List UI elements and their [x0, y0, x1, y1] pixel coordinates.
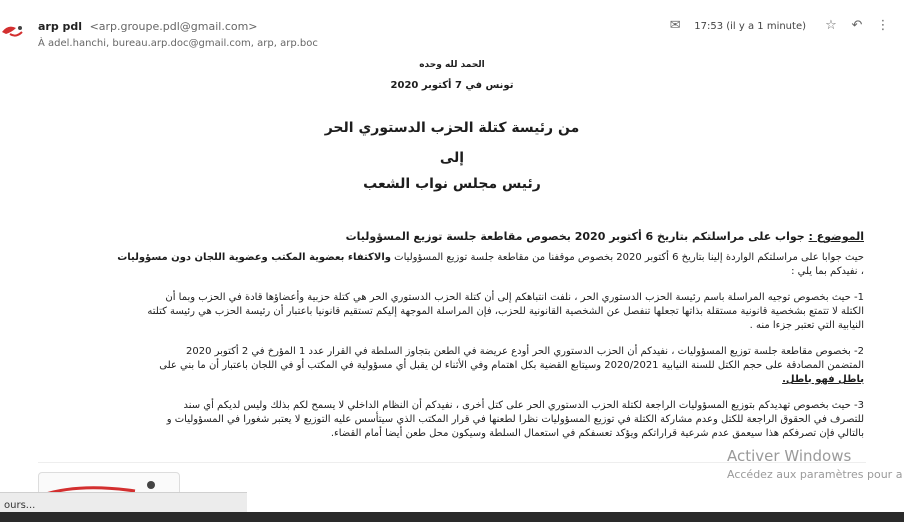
intro-text: حيث جوابا على مراسلتكم الواردة إلينا بتاريخ 6 أكتوبر 2020 بخصوص موقفنا من مقاطعة جلسة توزيع المسؤوليات [394, 252, 864, 263]
para-1-line-3: النيابية التي تعتبر جزءا منه . [749, 320, 864, 331]
header-actions [668, 19, 890, 33]
intro-line-1 [117, 252, 864, 263]
sender-avatar[interactable] [0, 14, 28, 48]
letter-to: إلى [439, 150, 465, 166]
taskbar [0, 512, 904, 522]
letter-date: تونس في 7 أكتوبر 2020 [390, 80, 514, 91]
para-2-line-3: باطل فهو باطل. [782, 374, 864, 385]
watermark-title: Activer Windows [727, 447, 852, 465]
para-2-line-2: المتضمن المصادقة على حجم الكتل للسنة النيابية 2020/2021 وسيتابع القضية بكل اهتمام وفي الأثناء لن يقبل أي مسؤولية في المكتب أو في اللجان باعتبار أن ما بني على [159, 360, 864, 371]
sender [38, 20, 258, 33]
intro-line-2: ، نفيدكم بما يلي : [791, 266, 864, 277]
watermark-subtitle: Accédez aux paramètres pour a [727, 468, 903, 481]
more-options-icon[interactable]: ⋮ [876, 18, 890, 33]
subject-line [346, 230, 864, 243]
status-text: ours... [4, 500, 36, 511]
sender-email: <arp.groupe.pdl@gmail.com> [89, 20, 258, 33]
bismillah: الحمد لله وحده [419, 60, 485, 70]
reply-icon[interactable]: ↶ [851, 18, 863, 33]
letter-recipient: رئيس مجلس نواب الشعب [363, 176, 541, 192]
subject-label: الموضوع : [808, 230, 864, 243]
para-1-line-2: الكتلة لا تتمتع بشخصية قانونية مستقلة بذاتها تجعلها تنفصل عن الشخصية القانونية للحزب، فإن المراسلة الموجهة إليكم تستقيم قانونيا باعتبار أن رئيسة الحزب هي رئيسة كتلته [147, 306, 864, 317]
sender-name: arp pdl [38, 20, 83, 33]
para-1-line-1: 1- حيث بخصوص توجيه المراسلة باسم رئيسة الحزب الدستوري الحر ، نلفت انتباهكم إلى أن كتلة الحزب الدستوري الحر هي كتلة حزبية وأعضاؤها قادة في الحزب وبما أن [165, 292, 864, 303]
timestamp: 17:53 (il y a 1 minute) [694, 20, 806, 32]
para-3-line-2: للتصرف في الحقوق الراجعة للكتل وعدم مشاركة الكتلة في توزيع المسؤوليات نظرا لطعنها في قرار المكتب الذي سيتأسس عليه التوزيع لا يعتبر شغورا في المسؤوليات و [166, 414, 864, 425]
star-icon[interactable]: ☆ [825, 18, 837, 33]
intro-bold: والاكتفاء بعضوية المكتب وعضوية اللجان دون مسؤوليات [117, 252, 391, 263]
para-3-line-1: 3- حيث بخصوص تهديدكم بتوزيع المسؤوليات الراجعة لكتلة الحزب الدستوري الحر على كتل أخرى ، نفيدكم أن النظام الداخلي لا يسمح لكم بذلك وليس لديكم أي سند [183, 400, 864, 411]
attachment-icon: ✉ [669, 18, 681, 33]
windows-activation-watermark [727, 447, 902, 481]
recipients[interactable]: À adel.hanchi, bureau.arp.doc@gmail.com, arp, arp.boc [38, 38, 318, 49]
email-header [0, 0, 904, 52]
letter-body [0, 52, 904, 472]
letter-from: من رئيسة كتلة الحزب الدستوري الحر [324, 120, 580, 136]
para-3-line-3: بالتالي فإن تصرفكم هذا سيعمق عدم شرعية قراراتكم ويؤكد تعسفكم في استعمال السلطة وسيكون محل طعن أيضا أمام القضاء. [330, 428, 864, 439]
subject-text: جواب على مراسلتكم بتاريخ 6 أكتوبر 2020 بخصوص مقاطعة جلسة توزيع المسؤوليات [345, 230, 805, 243]
para-2-line-1: 2- بخصوص مقاطعة جلسة توزيع المسؤوليات ، نفيدكم أن الحزب الدستوري الحر أودع عريضة في الطعن بتجاوز السلطة في القرار عدد 1 المؤرخ في 2 أكتوبر 2020 [186, 346, 864, 357]
